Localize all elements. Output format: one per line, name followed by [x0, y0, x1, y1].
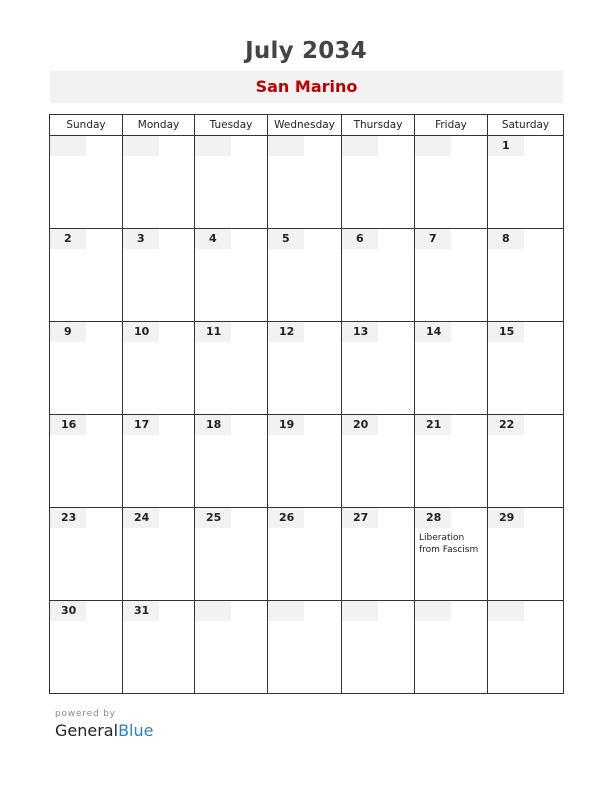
- day-number: 22: [488, 415, 524, 435]
- holiday-label: Liberation from Fascism: [419, 533, 479, 555]
- week-row: [50, 601, 564, 694]
- day-cell-19: [268, 415, 342, 508]
- day-number: 25: [195, 508, 231, 528]
- weekday-sunday: Sunday: [50, 115, 123, 136]
- calendar-body: [50, 136, 564, 694]
- day-number: 13: [342, 322, 378, 342]
- day-number-placeholder: [415, 601, 451, 621]
- day-number: 20: [342, 415, 378, 435]
- day-cell-13: [342, 322, 415, 415]
- day-cell-15: [488, 322, 564, 415]
- weekday-saturday: Saturday: [488, 115, 564, 136]
- day-cell-8: [488, 229, 564, 322]
- generalblue-logo: [55, 721, 153, 740]
- day-cell-26: [268, 508, 342, 601]
- day-number: 31: [123, 601, 159, 621]
- weekday-wednesday: Wednesday: [268, 115, 342, 136]
- empty-day-cell: [342, 601, 415, 694]
- day-number: 14: [415, 322, 451, 342]
- day-cell-28: [415, 508, 488, 601]
- weekday-friday: Friday: [415, 115, 488, 136]
- day-number-placeholder: [488, 601, 524, 621]
- country-banner: [50, 71, 563, 103]
- day-number: 17: [123, 415, 159, 435]
- weekday-header-row: [50, 115, 564, 136]
- day-cell-12: [268, 322, 342, 415]
- country-name: San Marino: [255, 77, 358, 96]
- footer: [55, 709, 153, 740]
- empty-day-cell: [268, 136, 342, 229]
- day-number: 27: [342, 508, 378, 528]
- day-number-placeholder: [415, 136, 451, 156]
- day-number-placeholder: [268, 136, 304, 156]
- day-cell-4: [195, 229, 268, 322]
- day-number: 24: [123, 508, 159, 528]
- day-cell-17: [123, 415, 195, 508]
- day-cell-3: [123, 229, 195, 322]
- day-number-placeholder: [342, 136, 378, 156]
- empty-day-cell: [123, 136, 195, 229]
- day-cell-30: [50, 601, 123, 694]
- day-cell-6: [342, 229, 415, 322]
- weekday-tuesday: Tuesday: [195, 115, 268, 136]
- day-cell-23: [50, 508, 123, 601]
- empty-day-cell: [195, 136, 268, 229]
- day-cell-22: [488, 415, 564, 508]
- brand-blue: Blue: [118, 721, 154, 740]
- day-number: 16: [50, 415, 86, 435]
- calendar-grid: [49, 114, 564, 694]
- day-cell-7: [415, 229, 488, 322]
- empty-day-cell: [415, 136, 488, 229]
- week-row: [50, 322, 564, 415]
- week-row: [50, 229, 564, 322]
- day-cell-5: [268, 229, 342, 322]
- day-cell-21: [415, 415, 488, 508]
- day-number: 9: [50, 322, 86, 342]
- day-number: 6: [342, 229, 378, 249]
- empty-day-cell: [415, 601, 488, 694]
- day-cell-9: [50, 322, 123, 415]
- day-number-placeholder: [268, 601, 304, 621]
- day-cell-11: [195, 322, 268, 415]
- day-cell-10: [123, 322, 195, 415]
- page-title: July 2034: [245, 38, 367, 64]
- week-row: [50, 415, 564, 508]
- day-number: 5: [268, 229, 304, 249]
- day-cell-16: [50, 415, 123, 508]
- day-cell-25: [195, 508, 268, 601]
- day-number: 2: [50, 229, 86, 249]
- powered-by-text: powered by: [55, 709, 116, 719]
- day-number: 4: [195, 229, 231, 249]
- weekday-thursday: Thursday: [342, 115, 415, 136]
- day-number: 30: [50, 601, 86, 621]
- day-number: 12: [268, 322, 304, 342]
- day-number-placeholder: [123, 136, 159, 156]
- day-cell-31: [123, 601, 195, 694]
- day-cell-29: [488, 508, 564, 601]
- day-number: 11: [195, 322, 231, 342]
- day-number: 26: [268, 508, 304, 528]
- day-number: 7: [415, 229, 451, 249]
- week-row: [50, 508, 564, 601]
- day-number-placeholder: [195, 601, 231, 621]
- day-number: 23: [50, 508, 86, 528]
- day-cell-1: [488, 136, 564, 229]
- day-number: 3: [123, 229, 159, 249]
- empty-day-cell: [342, 136, 415, 229]
- day-number-placeholder: [195, 136, 231, 156]
- day-cell-27: [342, 508, 415, 601]
- day-number: 21: [415, 415, 451, 435]
- day-number: 28: [415, 508, 451, 528]
- day-number: 8: [488, 229, 524, 249]
- empty-day-cell: [268, 601, 342, 694]
- day-number: 10: [123, 322, 159, 342]
- empty-day-cell: [488, 601, 564, 694]
- brand-general: General: [55, 721, 119, 740]
- weekday-monday: Monday: [123, 115, 195, 136]
- day-number: 29: [488, 508, 524, 528]
- day-cell-2: [50, 229, 123, 322]
- day-cell-24: [123, 508, 195, 601]
- week-row: [50, 136, 564, 229]
- day-number: 19: [268, 415, 304, 435]
- day-cell-20: [342, 415, 415, 508]
- day-number-placeholder: [342, 601, 378, 621]
- day-cell-18: [195, 415, 268, 508]
- empty-day-cell: [50, 136, 123, 229]
- day-number: 18: [195, 415, 231, 435]
- day-number: 1: [488, 136, 524, 156]
- day-number-placeholder: [50, 136, 86, 156]
- day-number: 15: [488, 322, 524, 342]
- day-cell-14: [415, 322, 488, 415]
- empty-day-cell: [195, 601, 268, 694]
